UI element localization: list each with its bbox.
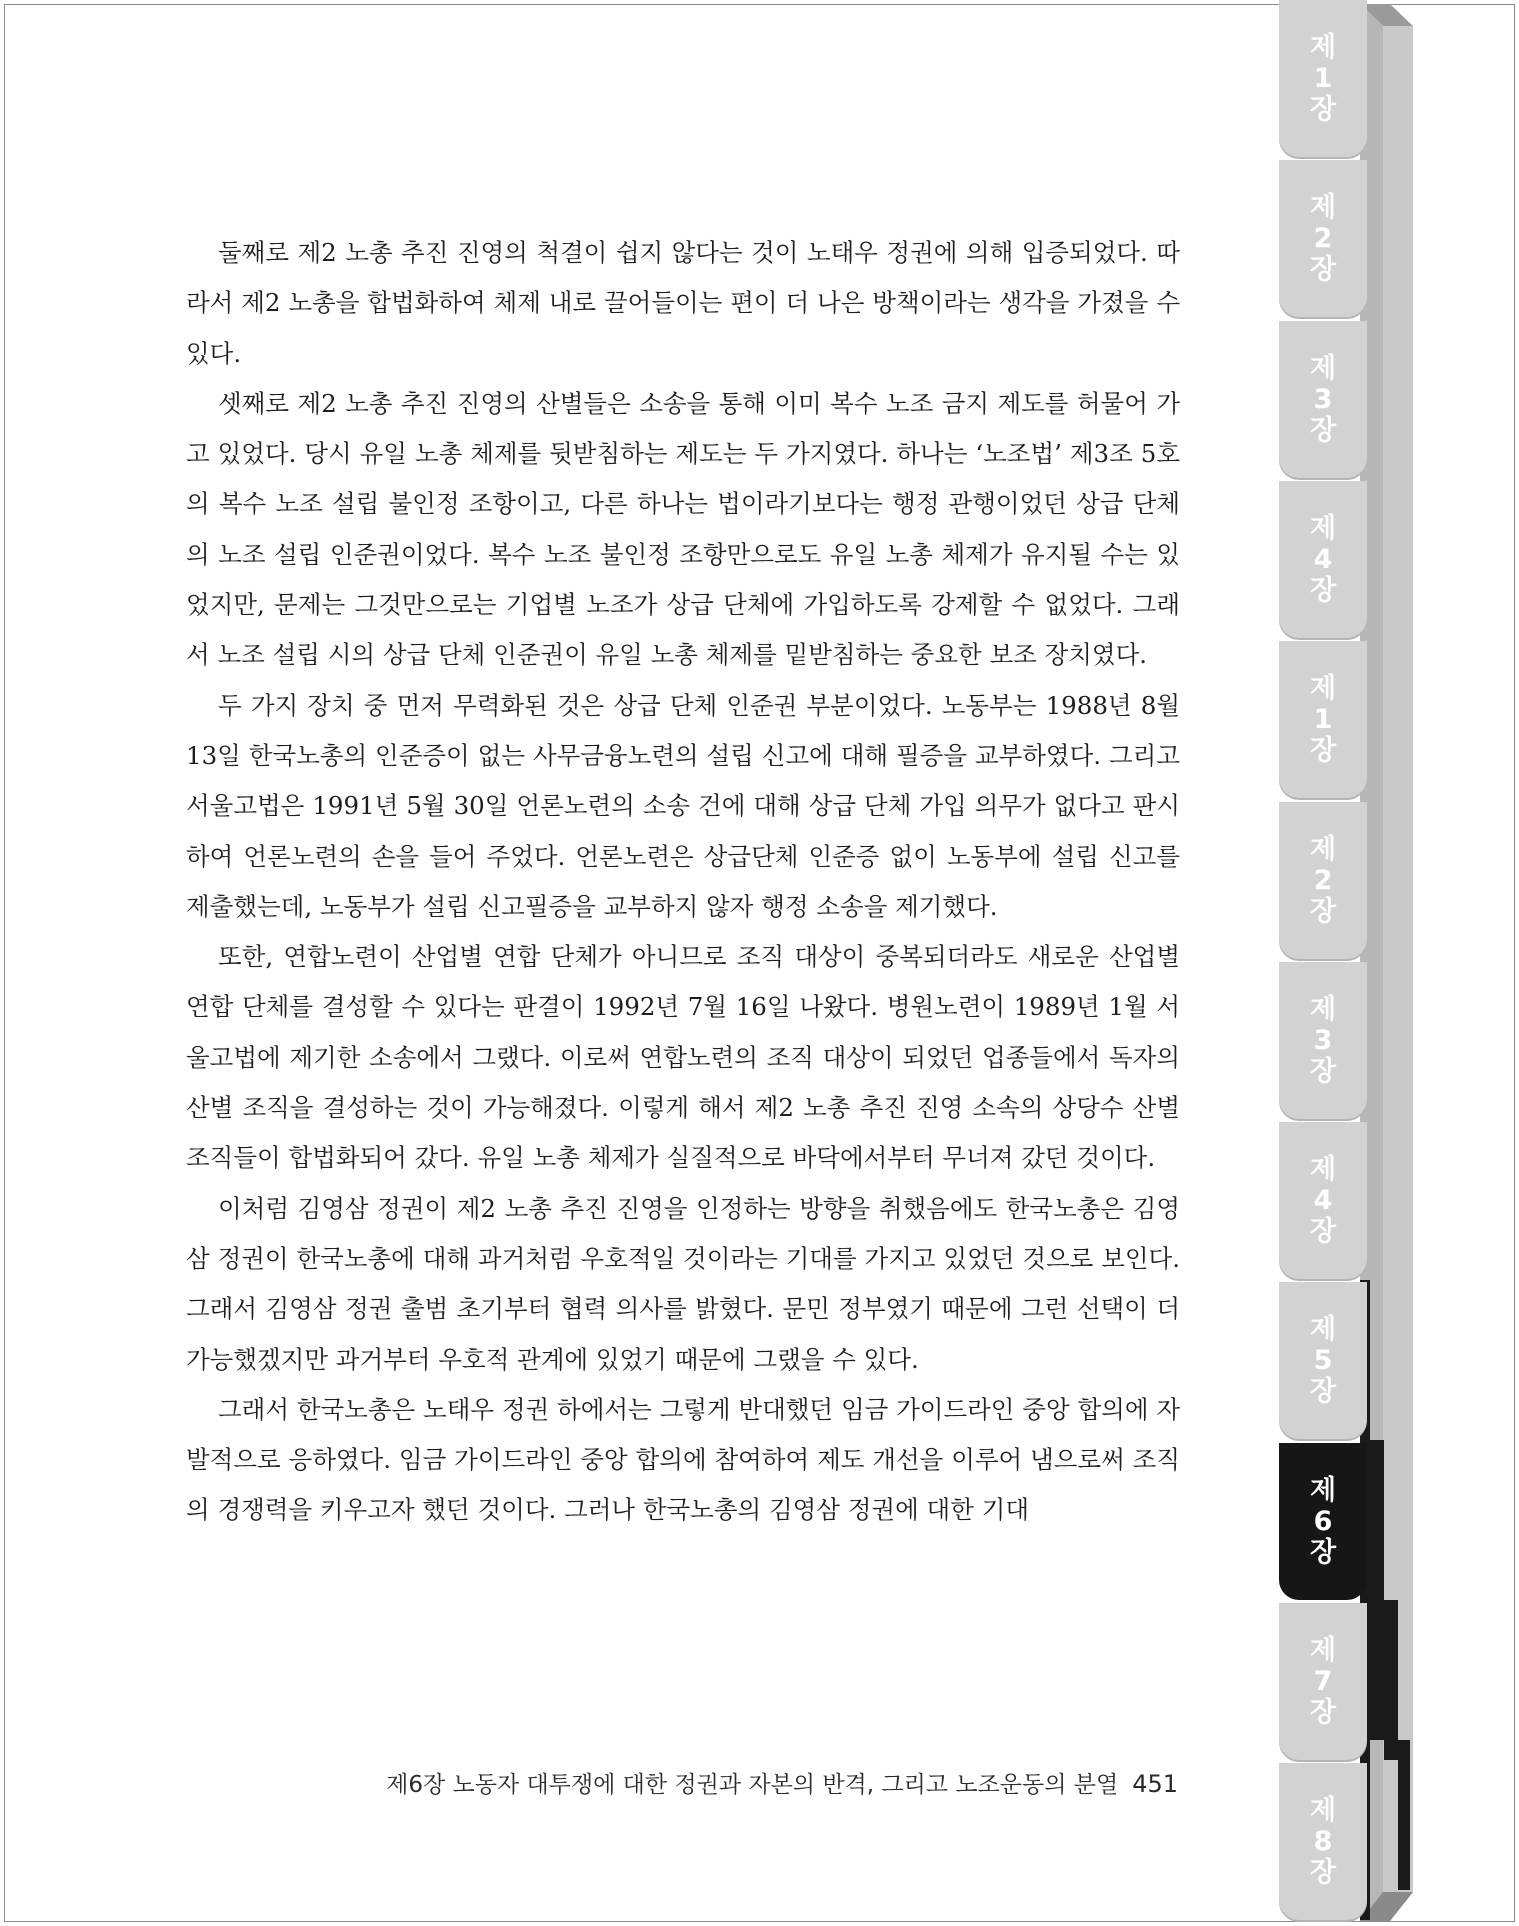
chapter-tab-word: 제 — [1309, 993, 1337, 1025]
book-edge-shadow-8 — [1398, 1740, 1410, 1890]
chapter-tabs — [1279, 0, 1367, 1926]
chapter-tab — [1279, 0, 1367, 157]
chapter-tab-word: 제 — [1309, 512, 1337, 544]
paragraph: 둘째로 제2 노총 추진 진영의 척결이 쉽지 않다는 것이 노태우 정권에 의해 입증되었다. 따라서 제2 노총을 합법화하여 체제 내로 끌어들이는 편이 더 나은 방책이라는 생각을 가졌을 수 있다. — [186, 238, 1180, 368]
chapter-tab-suffix: 장 — [1309, 895, 1337, 927]
chapter-tab-suffix: 장 — [1309, 94, 1337, 125]
chapter-tab-suffix: 장 — [1309, 414, 1337, 446]
chapter-tab — [1279, 1443, 1367, 1600]
chapter-tab-num: 4 — [1313, 543, 1333, 575]
chapter-tab-num: 8 — [1313, 1826, 1333, 1858]
chapter-tab-word: 제 — [1309, 352, 1337, 384]
chapter-tab-num: 3 — [1313, 1024, 1333, 1056]
chapter-tab-num: 1 — [1313, 63, 1333, 94]
paragraph: 셋째로 제2 노총 추진 진영의 산별들은 소송을 통해 이미 복수 노조 금지 제도를 허물어 가고 있었다. 당시 유일 노총 체제를 뒷받침하는 제도는 두 가지였다. 하나는 ‘노조법’ 제3조 5호의 복수 노조 설립 불인정 조항이고, 다른 하나는 법이라기보다는 행정 관행이었던 상급 단체의 노조 설립 인준권이었다. 복수 노조 불인정 조항만으로도 유일 노총 체제가 유지될 수는 있었지만, 문제는 그것만으로는 기업별 노조가 상급 단체에 가입하도록 강제할 수 없었다. 그래서 노조 설립 시의 상급 단체 인준권이 유일 노총 체제를 밑받침하는 중요한 보조 장치였다. — [186, 388, 1180, 670]
page-number: 451 — [1132, 1770, 1178, 1798]
chapter-tab-suffix: 장 — [1309, 1857, 1337, 1889]
paragraph: 두 가지 장치 중 먼저 무력화된 것은 상급 단체 인준권 부분이었다. 노동부는 1988년 8월 13일 한국노총의 인준증이 없는 사무금융노련의 설립 신고에 대해 필증을 교부하였다. 그리고 서울고법은 1991년 5월 30일 언론노련의 소송 건에 대해 상급 단체 가입 의무가 없다고 판시하여 언론노련의 손을 들어 주었다. 언론노련은 상급단체 인준증 없이 노동부에 설립 신고를 제출했는데, 노동부가 설립 신고필증을 교부하지 않자 행정 소송을 제기했다. — [186, 690, 1180, 921]
chapter-tab-num: 5 — [1313, 1345, 1333, 1377]
book-edge-shadow-6 — [1370, 1440, 1384, 1740]
chapter-tab-word: 제 — [1309, 32, 1337, 63]
chapter-tab-word: 제 — [1309, 833, 1337, 865]
chapter-tab — [1279, 160, 1367, 317]
body-text — [186, 228, 1180, 1536]
chapter-tab-num: 1 — [1313, 704, 1333, 736]
chapter-tab-word: 제 — [1309, 1474, 1337, 1506]
chapter-tab-word: 제 — [1309, 673, 1337, 705]
paragraph: 또한, 연합노련이 산업별 연합 단체가 아니므로 조직 대상이 중복되더라도 새로운 산업별 연합 단체를 결성할 수 있다는 판결이 1992년 7월 16일 나왔다. 병원노련이 1989년 1월 서울고법에 제기한 소송에서 그랬다. 이로써 연합노련의 조직 대상이 되었던 업종들에서 독자의 산별 조직을 결성하는 것이 가능해졌다. 이렇게 해서 제2 노총 추진 진영 소속의 상당수 산별 조직들이 합법화되어 갔다. 유일 노총 체제가 실질적으로 바닥에서부터 무너져 갔던 것이다. — [186, 942, 1180, 1173]
chapter-tab-num: 2 — [1313, 864, 1333, 896]
chapter-tab-suffix: 장 — [1309, 1376, 1337, 1408]
chapter-tab — [1279, 321, 1367, 478]
chapter-tab-num: 2 — [1313, 223, 1333, 255]
paragraph: 이처럼 김영삼 정권이 제2 노총 추진 진영을 인정하는 방향을 취했음에도 한국노총은 김영삼 정권이 한국노총에 대해 과거처럼 우호적일 것이라는 기대를 가지고 있었던 것으로 보인다. 그래서 김영삼 정권 출범 초기부터 협력 의사를 밝혔다. 문민 정부였기 때문에 그런 선택이 더 가능했겠지만 과거부터 우호적 관계에 있었기 때문에 그랬을 수 있다. — [186, 1193, 1180, 1374]
chapter-tab-suffix: 장 — [1309, 574, 1337, 606]
chapter-tab — [1279, 641, 1367, 798]
chapter-tab-num: 4 — [1313, 1185, 1333, 1217]
chapter-tab-suffix: 장 — [1309, 254, 1337, 286]
chapter-tab-word: 제 — [1309, 1635, 1337, 1666]
chapter-tab-word: 제 — [1309, 192, 1337, 224]
chapter-tab-word: 제 — [1309, 1154, 1337, 1186]
paragraph: 그래서 한국노총은 노태우 정권 하에서는 그렇게 반대했던 임금 가이드라인 중앙 합의에 자발적으로 응하였다. 임금 가이드라인 중앙 합의에 참여하여 제도 개선을 이루어 냄으로써 조직의 경쟁력을 키우고자 했던 것이다. 그러나 한국노총의 김영삼 정권에 대한 기대 — [186, 1394, 1180, 1525]
chapter-tab — [1279, 802, 1367, 959]
chapter-tab-num: 7 — [1313, 1666, 1333, 1697]
running-footer — [386, 1766, 1178, 1799]
chapter-tab-word: 제 — [1309, 1795, 1337, 1827]
running-title: 제6장 노동자 대투쟁에 대한 정권과 자본의 반격, 그리고 노조운동의 분열 — [386, 1772, 1119, 1798]
chapter-tab — [1279, 1122, 1367, 1279]
chapter-tab — [1279, 481, 1367, 638]
chapter-tab — [1279, 1282, 1367, 1439]
chapter-tab — [1279, 1603, 1367, 1760]
chapter-tab-word: 제 — [1309, 1314, 1337, 1346]
chapter-tab-suffix: 장 — [1309, 1055, 1337, 1087]
chapter-tab-num: 3 — [1313, 383, 1333, 415]
chapter-tab — [1279, 962, 1367, 1119]
chapter-tab-suffix: 장 — [1309, 1697, 1337, 1728]
chapter-tab-suffix: 장 — [1309, 735, 1337, 767]
chapter-tab-num: 6 — [1313, 1505, 1333, 1537]
chapter-tab — [1279, 1763, 1367, 1920]
chapter-tab-suffix: 장 — [1309, 1536, 1337, 1568]
chapter-tab-suffix: 장 — [1309, 1216, 1337, 1248]
book-edge-shadow-7 — [1384, 1600, 1398, 1760]
